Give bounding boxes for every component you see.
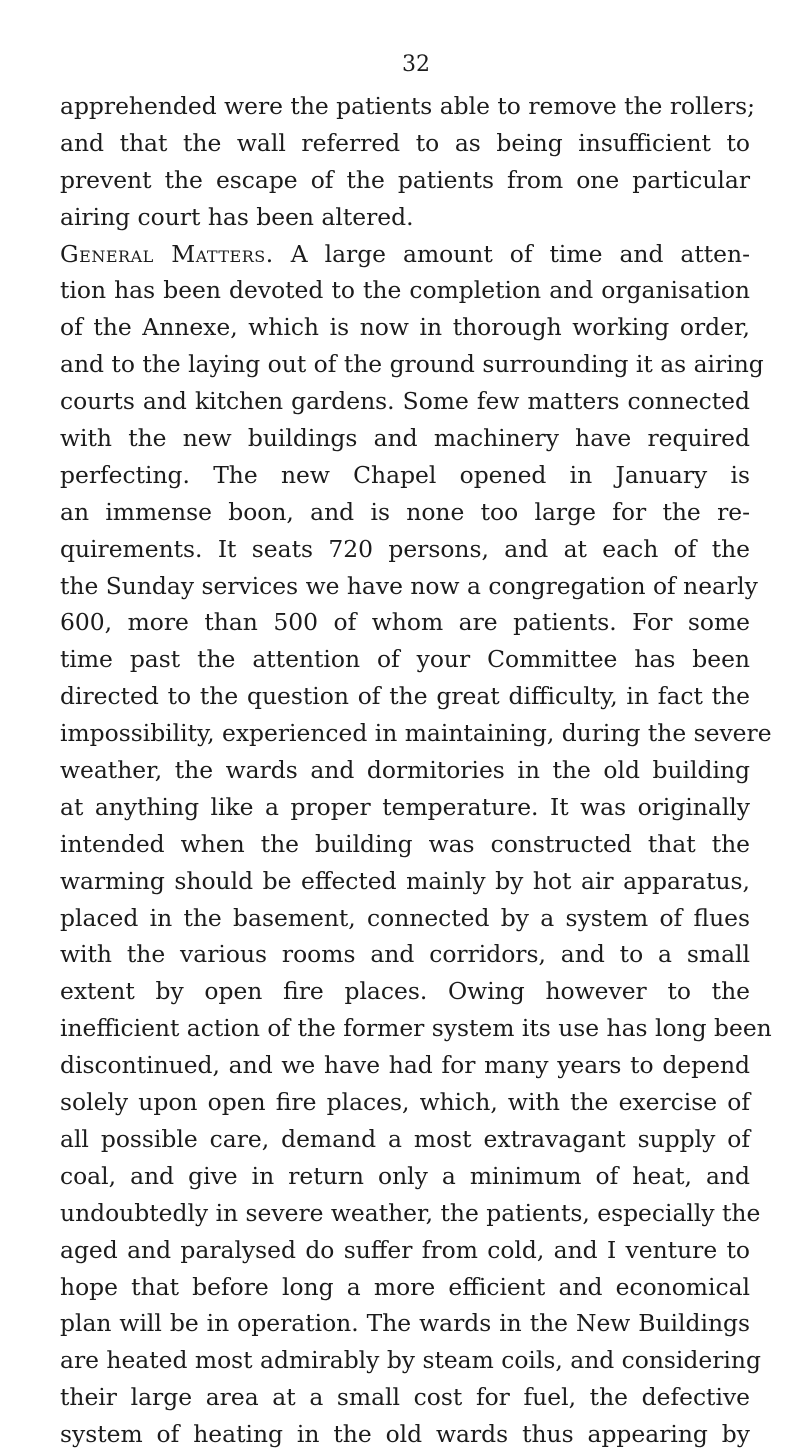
text-line: coal, and give in return only a minimum of heat, and	[60, 1161, 750, 1190]
text-line: tion has been devoted to the completion and organisation	[60, 276, 750, 305]
text-line: and to the laying out of the ground surrounding it as airing	[60, 350, 764, 379]
text-line: of the Annexe, which is now in thorough working order,	[60, 313, 750, 342]
text-line: and that the wall referred to as being insufficient to	[60, 128, 750, 157]
text-line: with the various rooms and corridors, and to a small	[60, 940, 750, 969]
text-line: are heated most admirably by steam coils, and considering	[60, 1346, 761, 1375]
text-line: inefficient action of the former system its use has long been	[60, 1014, 772, 1043]
text-line: courts and kitchen gardens. Some few matters connected	[60, 387, 750, 416]
text-line: 600, more than 500 of whom are patients. For some	[60, 608, 750, 637]
text-line: all possible care, demand a most extravagant supply of	[60, 1124, 750, 1153]
text-line: an immense boon, and is none too large for the re-	[60, 497, 750, 526]
body-text	[60, 88, 772, 1453]
section-heading: General Matters.	[60, 239, 274, 268]
text-line: weather, the wards and dormitories in the old building	[60, 756, 750, 785]
text-line	[60, 236, 750, 273]
text-line: solely upon open fire places, which, with the exercise of	[60, 1088, 750, 1117]
page-number: 32	[402, 52, 430, 77]
text-line: system of heating in the old wards thus appearing by	[60, 1420, 750, 1449]
text-line-content: A large amount of time and atten-	[290, 239, 750, 268]
text-line: hope that before long a more efficient and economical	[60, 1272, 750, 1301]
text-line: time past the attention of your Committee has been	[60, 645, 750, 674]
text-line: with the new buildings and machinery have required	[60, 424, 750, 453]
text-line: quirements. It seats 720 persons, and at each of the	[60, 534, 750, 563]
text-line: plan will be in operation. The wards in the New Buildings	[60, 1309, 750, 1338]
text-line: apprehended were the patients able to remove the rollers;	[60, 92, 755, 120]
text-line: aged and paralysed do suffer from cold, and I venture to	[60, 1235, 750, 1264]
text-line: airing court has been altered.	[60, 202, 414, 231]
text-line: intended when the building was constructed that the	[60, 829, 750, 858]
text-line: at anything like a proper temperature. It was originally	[60, 792, 750, 821]
text-line: the Sunday services we have now a congregation of nearly	[60, 571, 758, 600]
text-line: undoubtedly in severe weather, the patients, especially the	[60, 1198, 761, 1227]
text-line: extent by open fire places. Owing however to the	[60, 977, 750, 1006]
text-line: placed in the basement, connected by a system of flues	[60, 903, 750, 932]
text-line: warming should be effected mainly by hot air apparatus,	[60, 866, 750, 895]
text-line: impossibility, experienced in maintaining, during the severe	[60, 719, 772, 748]
text-line: prevent the escape of the patients from one particular	[60, 165, 750, 194]
text-line: discontinued, and we have had for many years to depend	[60, 1051, 750, 1080]
text-line: their large area at a small cost for fuel, the defective	[60, 1383, 750, 1412]
text-line: directed to the question of the great difficulty, in fact the	[60, 682, 750, 711]
text-line: perfecting. The new Chapel opened in January is	[60, 460, 750, 489]
